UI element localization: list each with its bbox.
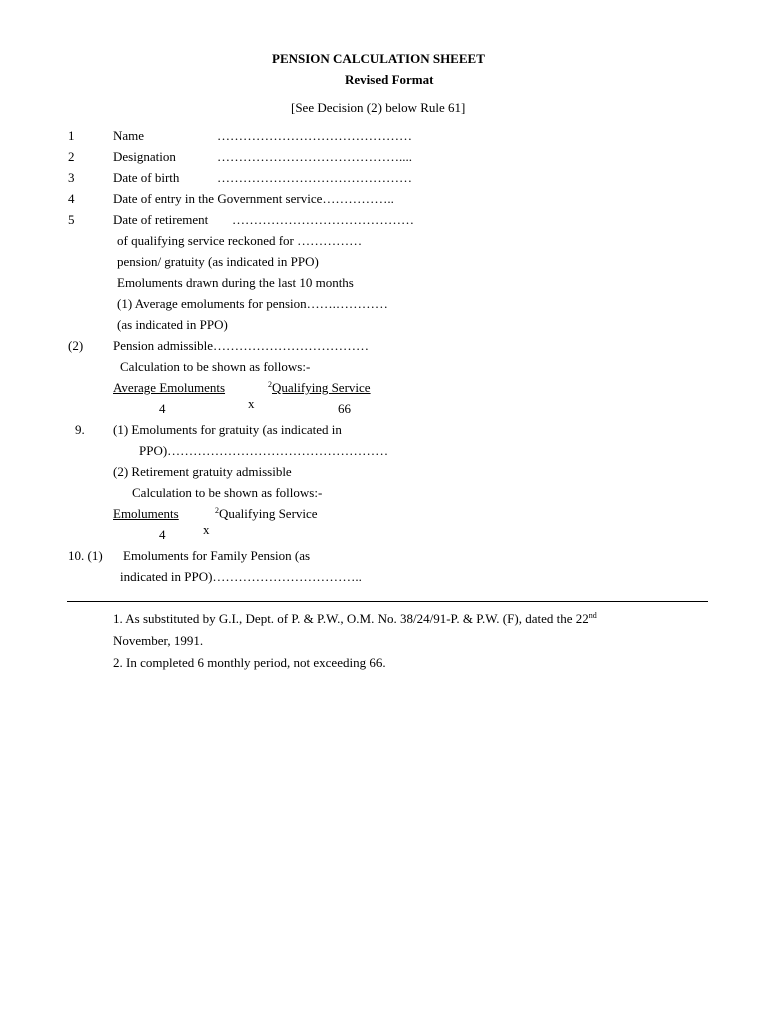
- field-label-date-of-retirement: Date of retirement: [113, 212, 209, 227]
- field-dots-name: ………………………………………: [217, 128, 412, 143]
- family-line: Emoluments for Family Pension (as: [123, 548, 311, 563]
- footnote-ref: 2: [268, 380, 272, 389]
- formula-denominator-left: 4: [159, 527, 166, 542]
- formula-numerator-left: Average Emoluments: [113, 380, 226, 395]
- footnote-ref: 2: [215, 506, 219, 515]
- field-label-date-of-entry: Date of entry in the Government service……………..: [113, 191, 394, 206]
- service-line: pension/ gratuity (as indicated in PPO): [117, 254, 319, 269]
- field-number: 4: [68, 191, 75, 206]
- footnote-1-sup: nd: [588, 611, 597, 620]
- footnote-1: [113, 612, 597, 625]
- field-number: 3: [68, 170, 75, 185]
- gratuity-line: PPO)……………………………………………: [139, 443, 389, 458]
- item-number: (2): [68, 338, 84, 353]
- field-dots-date-of-retirement: ……………………………………: [232, 212, 414, 227]
- field-dots-designation: ……………………………………....: [217, 149, 412, 164]
- pension-admissible-label: Pension admissible………………………………: [113, 338, 370, 353]
- calc-note: Calculation to be shown as follows:-: [120, 359, 311, 374]
- formula-qualifying-service: Qualifying Service: [272, 380, 371, 395]
- service-line: of qualifying service reckoned for ……………: [117, 233, 363, 248]
- formula-numerator-right: [215, 507, 318, 520]
- page-subtitle: Revised Format: [345, 72, 434, 87]
- formula-times-sign: x: [203, 522, 210, 537]
- family-line: indicated in PPO)……………………………..: [120, 569, 362, 584]
- formula-times-sign: x: [248, 396, 255, 411]
- service-line: (1) Average emoluments for pension…….…………: [117, 296, 388, 311]
- rule-reference: [See Decision (2) below Rule 61]: [291, 100, 466, 115]
- formula-qualifying-service: Qualifying Service: [219, 506, 318, 521]
- gratuity-line: (2) Retirement gratuity admissible: [113, 464, 292, 479]
- formula-numerator-right: [268, 381, 371, 394]
- field-label-name: Name: [113, 128, 145, 143]
- page-title: PENSION CALCULATION SHEEET: [272, 51, 485, 66]
- field-dots-date-of-birth: ………………………………………: [217, 170, 412, 185]
- item-number: 9.: [75, 422, 85, 437]
- formula-numerator-left: Emoluments: [113, 506, 179, 521]
- footnote-1-text: 1. As substituted by G.I., Dept. of P. & P.W., O.M. No. 38/24/91-P. & P.W. (F), dated the 22: [113, 611, 589, 626]
- footnote-1-continuation: November, 1991.: [113, 633, 204, 648]
- service-line: (as indicated in PPO): [117, 317, 228, 332]
- item-number: 10. (1): [68, 548, 103, 563]
- field-number: 2: [68, 149, 75, 164]
- field-number: 1: [68, 128, 75, 143]
- footnote-divider: [67, 601, 708, 602]
- footnote-2: 2. In completed 6 monthly period, not exceeding 66.: [113, 655, 386, 670]
- field-number: 5: [68, 212, 75, 227]
- formula-denominator-left: 4: [159, 401, 166, 416]
- gratuity-line: (1) Emoluments for gratuity (as indicated in: [113, 422, 342, 437]
- field-label-designation: Designation: [113, 149, 176, 164]
- formula-denominator-right: 66: [338, 401, 351, 416]
- calc-note: Calculation to be shown as follows:-: [132, 485, 323, 500]
- service-line: Emoluments drawn during the last 10 months: [117, 275, 354, 290]
- field-label-date-of-birth: Date of birth: [113, 170, 180, 185]
